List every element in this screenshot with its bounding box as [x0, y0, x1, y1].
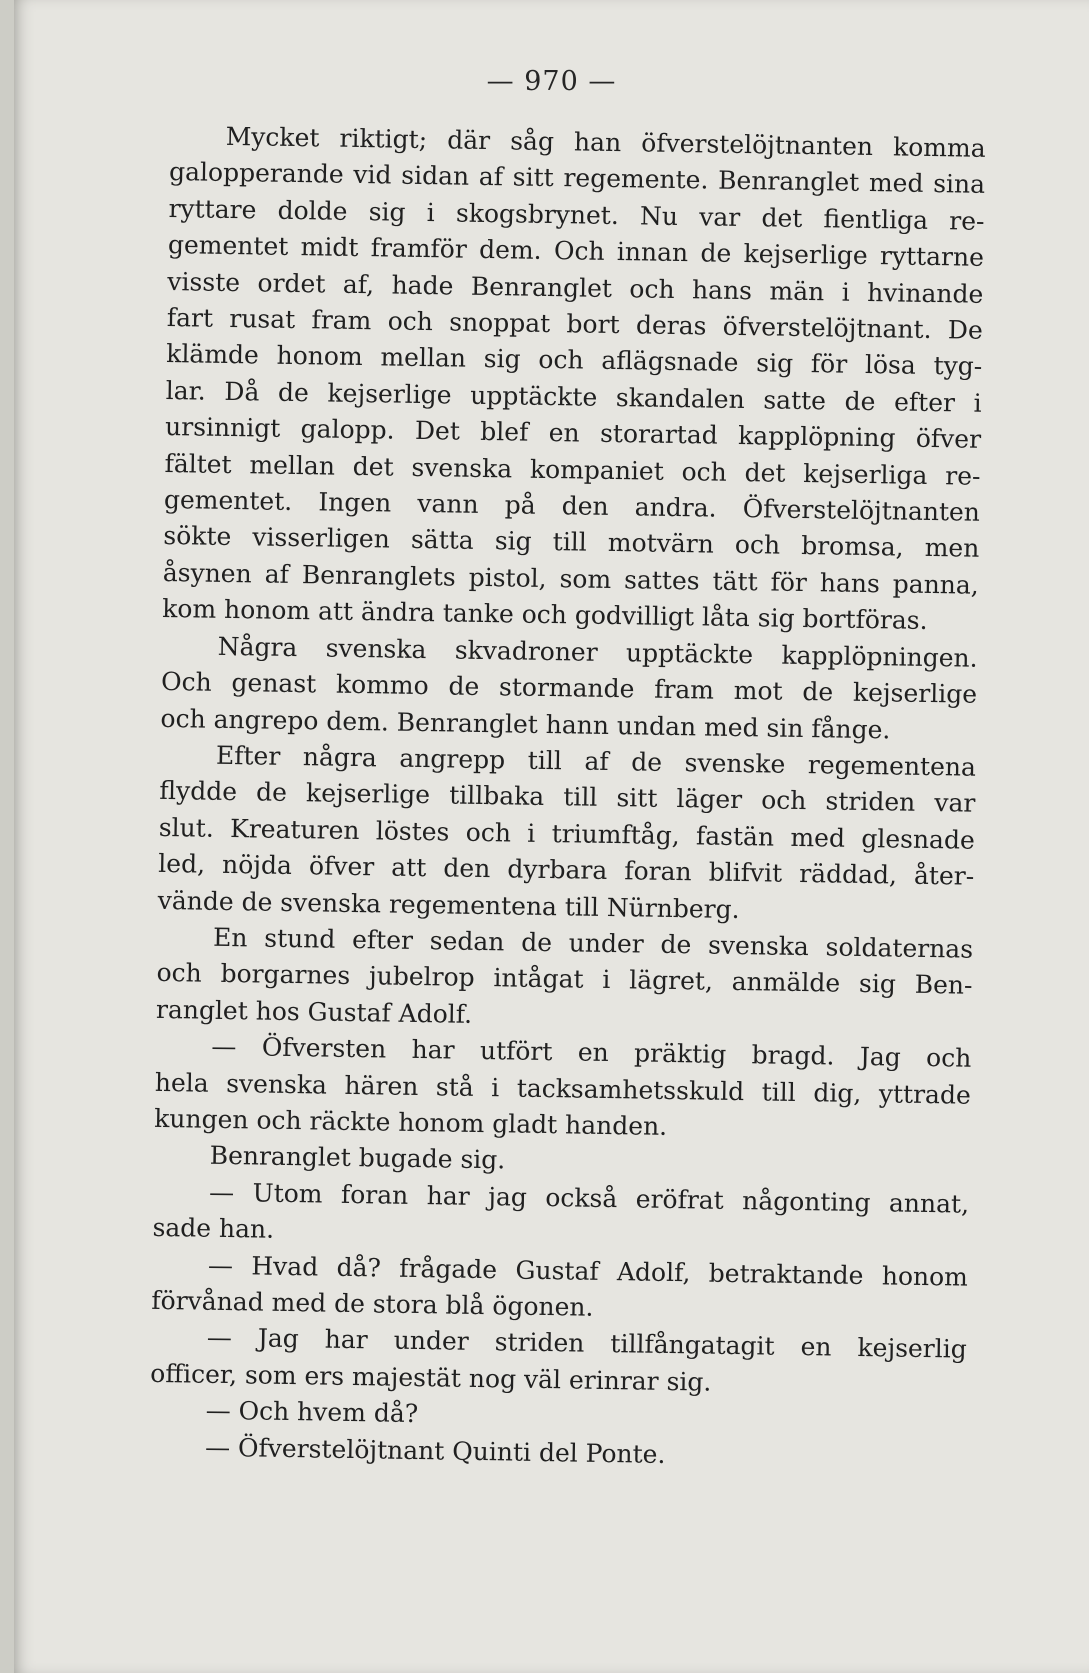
text-line: ryttare dolde sig i skogsbrynet. Nu var det fientliga re-	[168, 193, 985, 236]
text-line: officer, som ers majestät nog väl erinrar sig.	[150, 1358, 712, 1397]
text-line: flydde de kejserlige tillbaka till sitt läger och striden var	[159, 776, 976, 819]
text-line: fart rusat fram och snoppat bort deras öfverstelöjtnant. De	[166, 303, 983, 345]
text-line: åsynen af Benranglets pistol, som sattes tätt för hans panna,	[162, 557, 979, 600]
text-line: galopperande vid sidan af sitt regemente. Benranglet med sina	[168, 157, 986, 200]
text-line: — Öfversten har utfört en präktig bragd. Jag och	[211, 1031, 972, 1073]
text-line: visste ordet af, hade Benranglet och hans män i hvinande	[167, 266, 984, 309]
text-line: led, nöjda öfver att den dyrbara foran blifvit räddad, åter-	[158, 849, 975, 891]
text-line: kungen och räckte honom gladt handen.	[154, 1103, 668, 1141]
text-line: Och genast kommo de stormande fram mot de kejserlige	[160, 667, 978, 709]
text-line: slut. Kreaturen löstes och i triumftåg, fastän med glesnade	[158, 812, 975, 855]
text-line: — Jag har under striden tillfångatagit en kejserlig	[206, 1323, 967, 1365]
text-line: Efter några angrepp till af de svenske regementena	[215, 740, 977, 782]
text-line: Benranglet bugade sig.	[209, 1141, 506, 1175]
text-line: fältet mellan det svenska kompaniet och det kejserliga re-	[164, 448, 981, 491]
text-line: — Hvad då? frågade Gustaf Adolf, betraktande honom	[207, 1250, 969, 1292]
text-line: och borgarnes jubelrop intågat i lägret, anmälde sig Ben-	[156, 958, 973, 1001]
text-line: sökte visserligen sätta sig till motvärn och bromsa, men	[163, 521, 980, 564]
text-line: kom honom att ändra tanke och godvilligt låta sig bortföras.	[162, 594, 928, 636]
text-line: gementet midt framför dem. Och innan de kejserlige ryttarne	[167, 230, 985, 273]
text-line: vände de svenska regementena till Nürnberg.	[157, 885, 740, 924]
text-line: Mycket riktigt; där såg han öfverstelöjtnanten komma	[225, 121, 986, 163]
text-line: sade han.	[152, 1213, 275, 1244]
body-text	[149, 118, 986, 1478]
text-line: förvånad med de stora blå ögonen.	[151, 1285, 594, 1322]
text-line: — Och hvem då?	[205, 1395, 419, 1429]
text-line: Några svenska skvadroner upptäckte kapplöpningen.	[217, 631, 978, 673]
text-line: gementet. Ingen vann på den andra. Öfverstelöjtnanten	[163, 485, 981, 527]
text-line: och angrepo dem. Benranglet hann undan med sin fånge.	[160, 703, 891, 744]
book-page	[14, 0, 1089, 1673]
text-line: lar. Då de kejserlige upptäckte skandalen satte de efter i	[165, 375, 982, 418]
text-line: klämde honom mellan sig och aflägsnade sig för lösa tyg-	[166, 339, 983, 382]
text-line: — Utom foran har jag också eröfrat någonting annat,	[208, 1177, 970, 1219]
text-line: — Öfverstelöjtnant Quinti del Ponte.	[204, 1432, 666, 1469]
text-line: ranglet hos Gustaf Adolf.	[155, 994, 473, 1029]
text-line: ursinnigt galopp. Det blef en storartad kapplöpning öfver	[164, 412, 982, 455]
text-line: En stund efter sedan de under de svenska soldaternas	[212, 922, 974, 964]
text-line: hela svenska hären stå i tacksamhetsskuld till dig, yttrade	[154, 1067, 971, 1110]
page-number: — 970 —	[486, 66, 617, 97]
